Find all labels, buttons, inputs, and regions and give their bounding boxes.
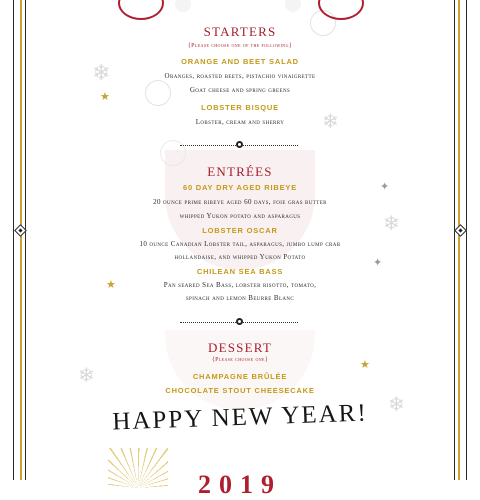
- top-ornament-left: [118, 0, 164, 20]
- menu-item-name: CHAMPAGNE BRÛLÉE: [192, 372, 288, 381]
- swirl-decoration: [160, 140, 186, 166]
- menu-item-name: LOBSTER BISQUE: [201, 103, 279, 112]
- menu-item-description: hollandaise, and whipped Yukon Potato: [174, 253, 306, 261]
- menu-item-name: 60 DAY DRY AGED RIBEYE: [182, 183, 298, 192]
- snowflake-icon: ❄: [92, 60, 111, 85]
- menu-item-description: 10 ounce Canadian Lobster tail, asparagus, jumbo lump crab: [139, 240, 341, 248]
- dessert-heading: DESSERT: [208, 340, 272, 355]
- menu-item-description: Lobster, cream and sherry: [195, 118, 285, 126]
- top-sparkle-left: [175, 0, 191, 12]
- snowflake-icon: ❄: [78, 365, 95, 387]
- menu-item-description: Goat cheese and spring greens: [189, 86, 291, 94]
- menu-item-name: CHOCOLATE STOUT CHEESECAKE: [165, 386, 315, 395]
- menu-item-description: spinach and lemon Beurre Blanc: [185, 294, 295, 302]
- entrees-heading: ENTRÉES: [207, 164, 273, 179]
- top-sparkle-right: [285, 0, 301, 12]
- dessert-note: {Please choose one}: [211, 357, 269, 363]
- year-text: 2019: [198, 470, 282, 499]
- happy-new-year-title: HAPPY NEW YEAR!: [111, 399, 369, 436]
- gold-star-icon: ✦: [373, 257, 383, 269]
- gold-star-icon: ★: [100, 91, 110, 103]
- menu-item-name: ORANGE AND BEET SALAD: [181, 57, 299, 66]
- gold-star-icon: ★: [106, 279, 116, 291]
- snowflake-icon: ❄: [383, 213, 400, 235]
- starters-heading: STARTERS: [203, 24, 277, 39]
- gold-star-icon: ★: [360, 359, 370, 371]
- menu-item-description: whipped Yukon potato and asparagus: [179, 212, 301, 220]
- menu-item-name: CHILEAN SEA BASS: [196, 267, 284, 276]
- starters-note: {Please choose one of the following}: [187, 43, 293, 49]
- menu-item-description: 20 ounce prime ribeye aged 60 days, foie gras butter: [153, 198, 327, 206]
- menu-item-name: LOBSTER OSCAR: [202, 226, 278, 235]
- divider-ornament: [236, 318, 243, 325]
- divider-ornament: [236, 141, 243, 148]
- snowflake-icon: ❄: [388, 394, 405, 416]
- menu-item-description: Oranges, roasted beets, pistachio vinaigrette: [164, 72, 316, 80]
- menu-item-description: Pan seared Sea Bass, lobster risotto, tomato,: [163, 281, 317, 289]
- gold-star-icon: ✦: [380, 181, 390, 193]
- snowflake-icon: ❄: [322, 111, 339, 133]
